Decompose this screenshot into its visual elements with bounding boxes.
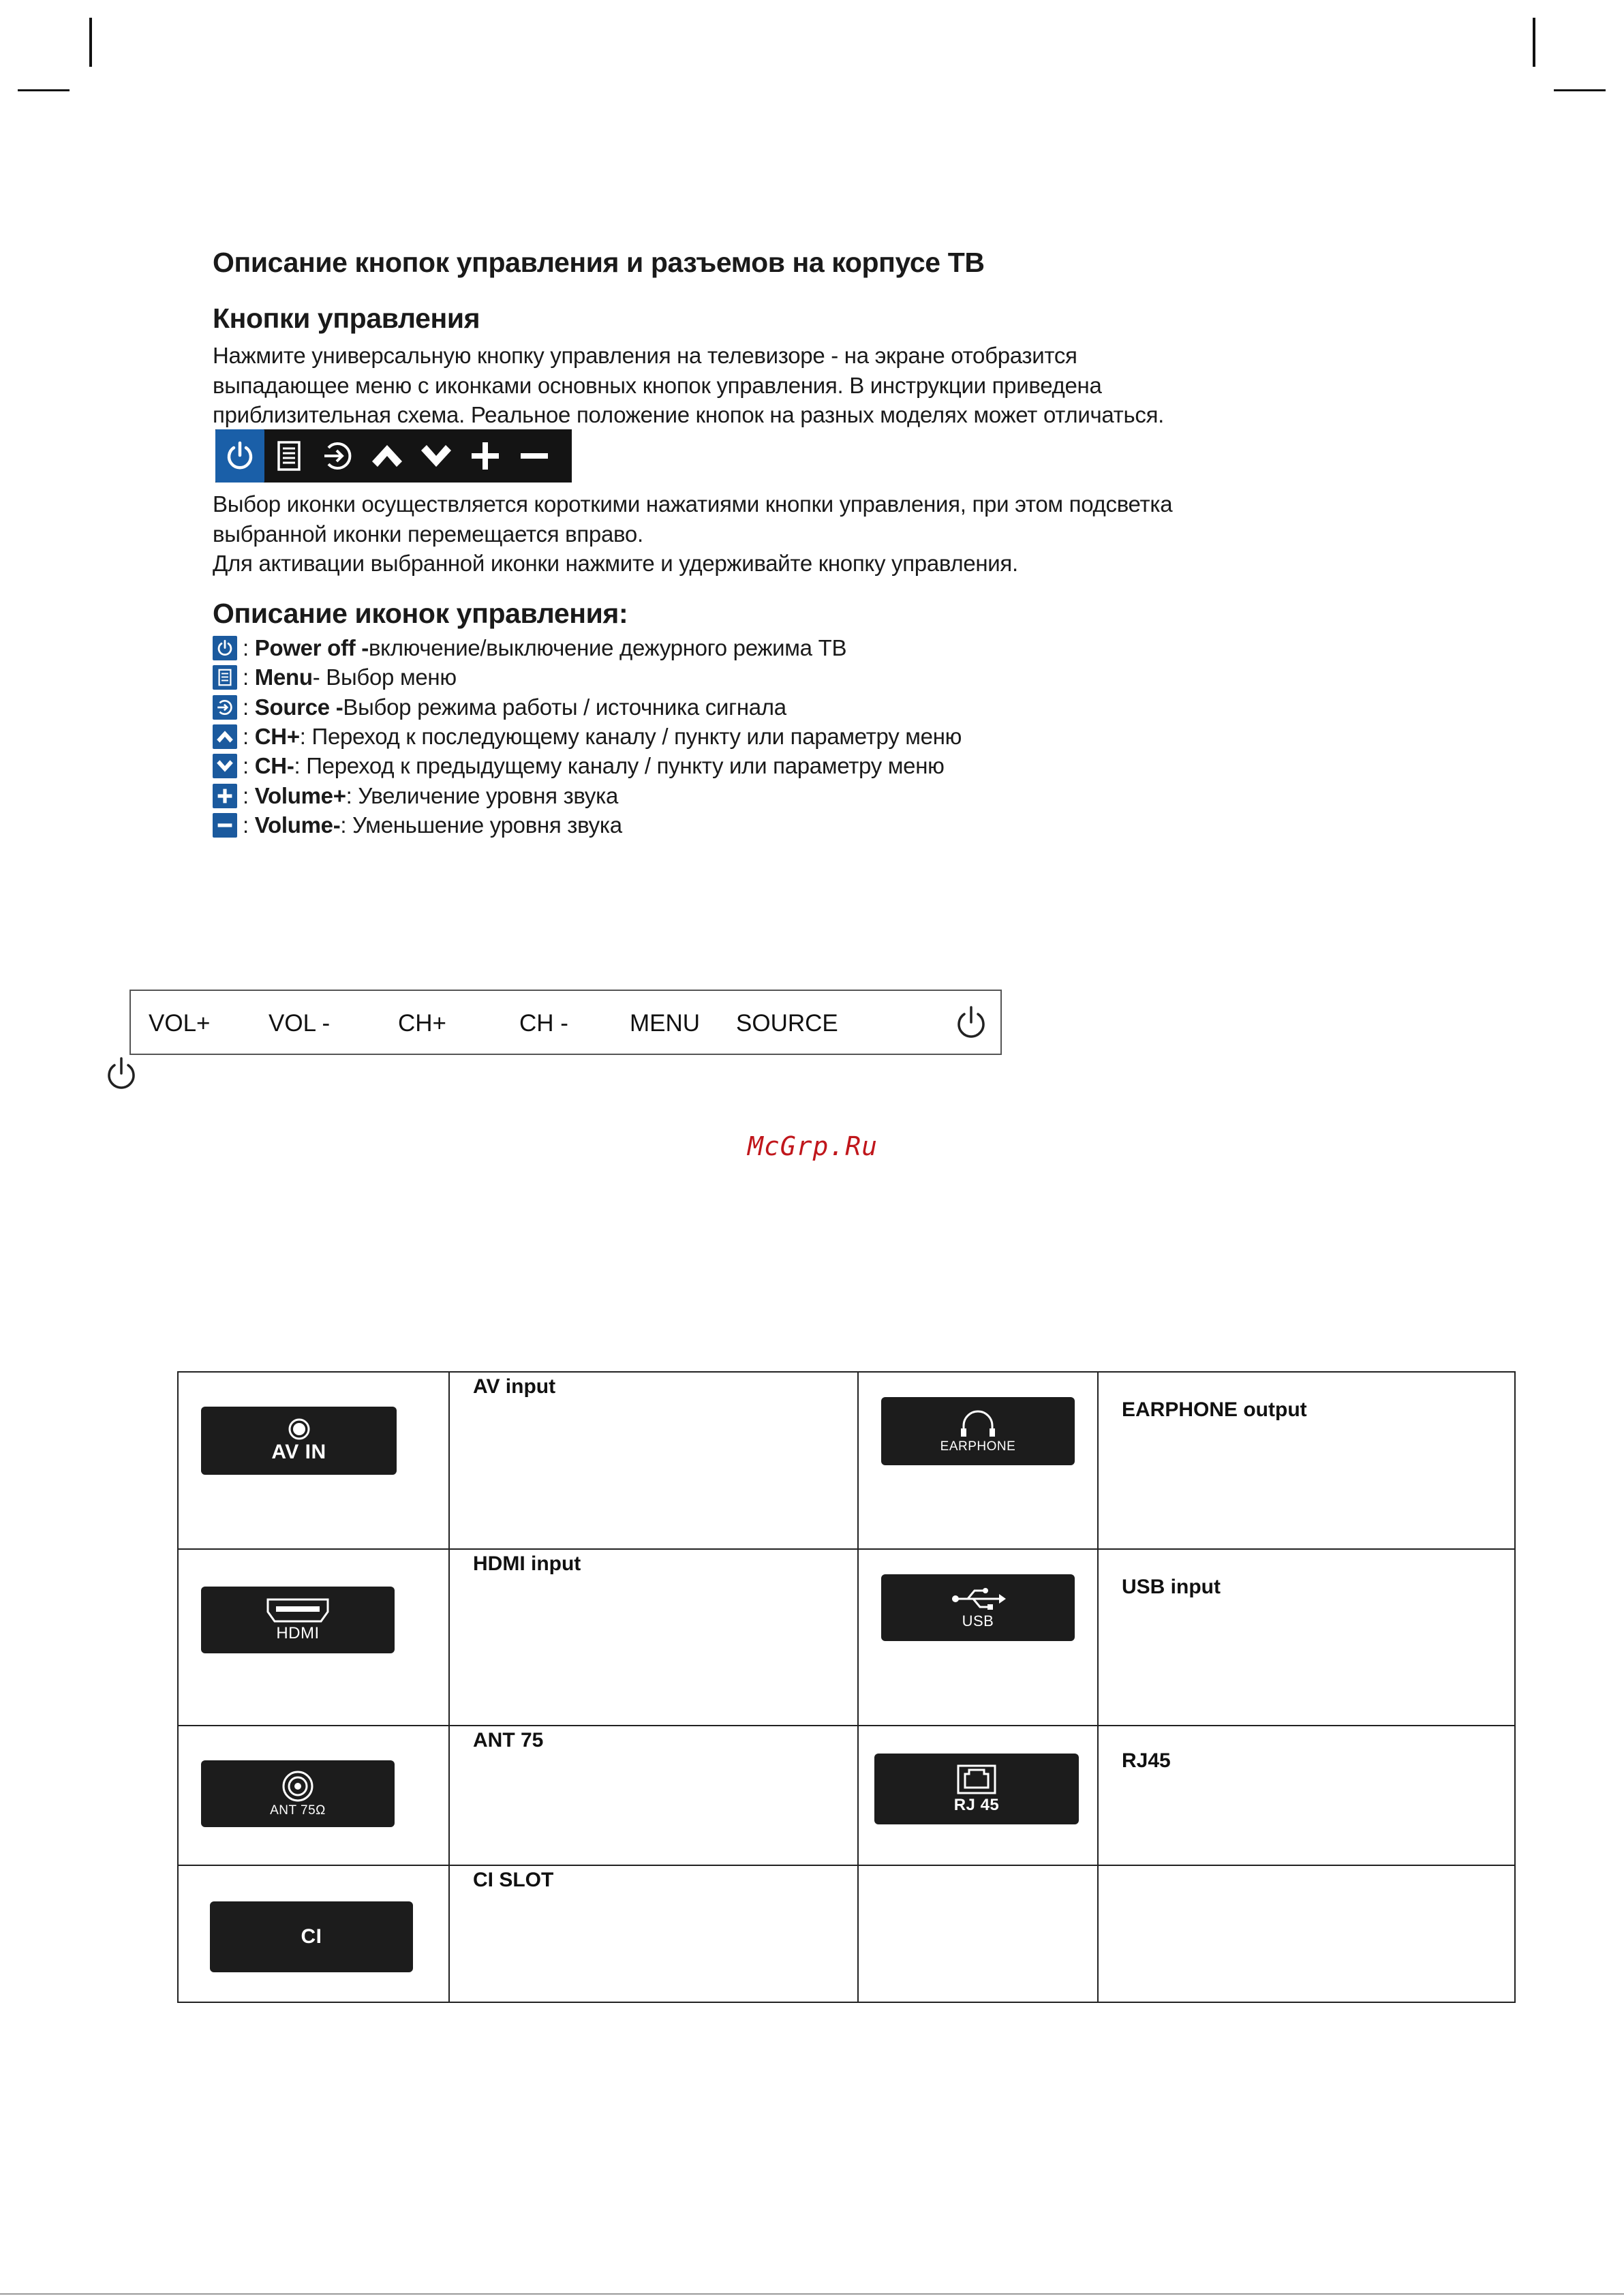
legend-name: Volume+	[254, 783, 346, 808]
select-instructions: Выбор иконки осуществляется короткими нажатиями кнопки управления, при этом подсветка выбранной иконки перемещается вправо.	[213, 491, 1173, 547]
connector-caption: EARPHONE output	[1122, 1398, 1307, 1421]
legend-item-menu: : Menu - Выбор меню	[213, 664, 457, 691]
chevron-down-icon	[412, 429, 461, 483]
crop-mark	[18, 89, 70, 91]
badge-label: EARPHONE	[940, 1439, 1016, 1454]
ethernet-port-icon	[955, 1763, 998, 1796]
badge-label: AV IN	[271, 1441, 326, 1463]
connector-caption: USB input	[1122, 1576, 1221, 1598]
legend-item-vol-down: : Volume- : Уменьшение уровня звука	[213, 812, 622, 839]
av-jack-icon	[288, 1418, 311, 1441]
hdmi-badge	[201, 1587, 395, 1653]
crop-mark	[1554, 89, 1606, 91]
connector-caption: ANT 75	[473, 1729, 544, 1751]
legend-name: CH-	[254, 753, 294, 778]
coax-icon	[281, 1769, 315, 1803]
legend-item-ch-up: : CH+ : Переход к последующему каналу / пункту или параметру меню	[213, 723, 962, 750]
ci-slot-badge	[210, 1901, 413, 1972]
legend-name: Volume-	[254, 812, 341, 838]
connector-image-cell	[178, 1372, 449, 1549]
page-title: Описание кнопок управления и разъемов на корпусе ТВ	[213, 247, 985, 278]
activate-instructions: Для активации выбранной иконки нажмите и удерживайте кнопку управления.	[213, 551, 1018, 576]
connector-image-cell	[858, 1549, 1098, 1726]
connector-caption: HDMI input	[473, 1552, 581, 1575]
earphone-badge	[881, 1397, 1075, 1465]
usb-icon	[949, 1585, 1007, 1612]
tv-button-panel	[129, 990, 1002, 1055]
headphones-icon	[957, 1408, 999, 1439]
connector-image-cell	[858, 1372, 1098, 1549]
bottom-rule	[0, 2293, 1624, 2295]
badge-label: RJ 45	[953, 1796, 1000, 1814]
chevron-up-icon	[363, 429, 412, 483]
panel-label-menu: MENU	[630, 1010, 701, 1037]
power-icon	[215, 429, 264, 483]
rj45-badge	[874, 1754, 1079, 1824]
badge-label: ANT 75Ω	[270, 1803, 326, 1818]
crop-mark	[1533, 18, 1535, 67]
empty-cell	[858, 1865, 1098, 2002]
crop-mark	[89, 18, 92, 67]
panel-label-vol-down: VOL -	[269, 1010, 331, 1037]
chevron-up-icon	[213, 724, 237, 749]
legend-item-power: : Power off - включение/выключение дежурного режима ТВ	[213, 634, 846, 662]
standby-indicator-icon	[102, 1056, 140, 1097]
table-row	[178, 1549, 1515, 1726]
empty-cell	[1098, 1865, 1515, 2002]
connector-image-cell	[178, 1726, 449, 1865]
connector-caption-cell	[449, 1372, 858, 1549]
connector-caption: RJ45	[1122, 1749, 1171, 1772]
usb-badge	[881, 1574, 1075, 1641]
legend-desc: Выбор режима работы / источника сигнала	[343, 694, 786, 720]
hdmi-port-icon	[265, 1597, 331, 1624]
legend-desc: включение/выключение дежурного режима ТВ	[368, 635, 847, 660]
controls-heading: Кнопки управления	[213, 303, 480, 334]
minus-icon	[213, 813, 237, 838]
watermark: McGrp.Ru	[748, 1131, 878, 1161]
legend-name: CH+	[254, 724, 300, 749]
panel-label-ch-down: CH -	[519, 1010, 568, 1037]
connector-caption-cell	[1098, 1372, 1515, 1549]
icon-desc-heading: Описание иконок управления:	[213, 598, 628, 629]
connector-caption-cell	[449, 1865, 858, 2002]
legend-name: Menu	[254, 664, 313, 690]
badge-label: CI	[301, 1925, 322, 1948]
source-icon	[313, 429, 363, 483]
connector-caption-cell	[449, 1549, 858, 1726]
panel-label-vol-up: VOL+	[149, 1010, 211, 1037]
legend-item-source: : Source - Выбор режима работы / источника сигнала	[213, 694, 786, 721]
minus-icon	[510, 429, 559, 483]
connector-image-cell	[858, 1726, 1098, 1865]
legend-desc: : Переход к предыдущему каналу / пункту или параметру меню	[294, 753, 945, 778]
legend-desc: : Переход к последующему каналу / пункту или параметру меню	[299, 724, 962, 749]
menu-icon	[264, 429, 313, 483]
legend-item-vol-up: : Volume+ : Увеличение уровня звука	[213, 782, 618, 810]
legend-item-ch-down: : CH- : Переход к предыдущему каналу / пункту или параметру меню	[213, 752, 945, 780]
connector-caption: AV input	[473, 1375, 556, 1398]
badge-label: HDMI	[276, 1624, 320, 1642]
connector-caption-cell	[449, 1726, 858, 1865]
chevron-down-icon	[213, 754, 237, 778]
antenna-badge	[201, 1760, 395, 1827]
table-row	[178, 1726, 1515, 1865]
table-row	[178, 1865, 1515, 2002]
legend-name: Source -	[254, 694, 343, 720]
panel-label-source: SOURCE	[736, 1010, 838, 1037]
power-icon	[952, 1005, 990, 1046]
legend-desc: : Увеличение уровня звука	[346, 783, 619, 808]
legend-desc: - Выбор меню	[312, 664, 457, 690]
source-icon	[213, 695, 237, 720]
power-icon	[213, 636, 237, 660]
connector-caption-cell	[1098, 1726, 1515, 1865]
legend-desc: : Уменьшение уровня звука	[340, 812, 622, 838]
connector-image-cell	[178, 1549, 449, 1726]
av-in-badge	[201, 1407, 397, 1475]
connector-image-cell	[178, 1865, 449, 2002]
menu-icon	[213, 665, 237, 690]
badge-label: USB	[962, 1612, 994, 1629]
connector-caption-cell	[1098, 1549, 1515, 1726]
controls-intro: Нажмите универсальную кнопку управления на телевизоре - на экране отобразится выпадающее меню с иконками основных кнопок управления. В инструкции приведена приблизительная схема. Реальное положение кнопок на разных моделях может отличаться.	[213, 343, 1165, 427]
plus-icon	[213, 784, 237, 808]
connector-table	[177, 1371, 1516, 2003]
connector-caption: CI SLOT	[473, 1869, 554, 1891]
control-icon-strip	[215, 429, 572, 483]
panel-label-ch-up: CH+	[398, 1010, 446, 1037]
plus-icon	[461, 429, 510, 483]
legend-name: Power off -	[254, 635, 369, 660]
table-row	[178, 1372, 1515, 1549]
